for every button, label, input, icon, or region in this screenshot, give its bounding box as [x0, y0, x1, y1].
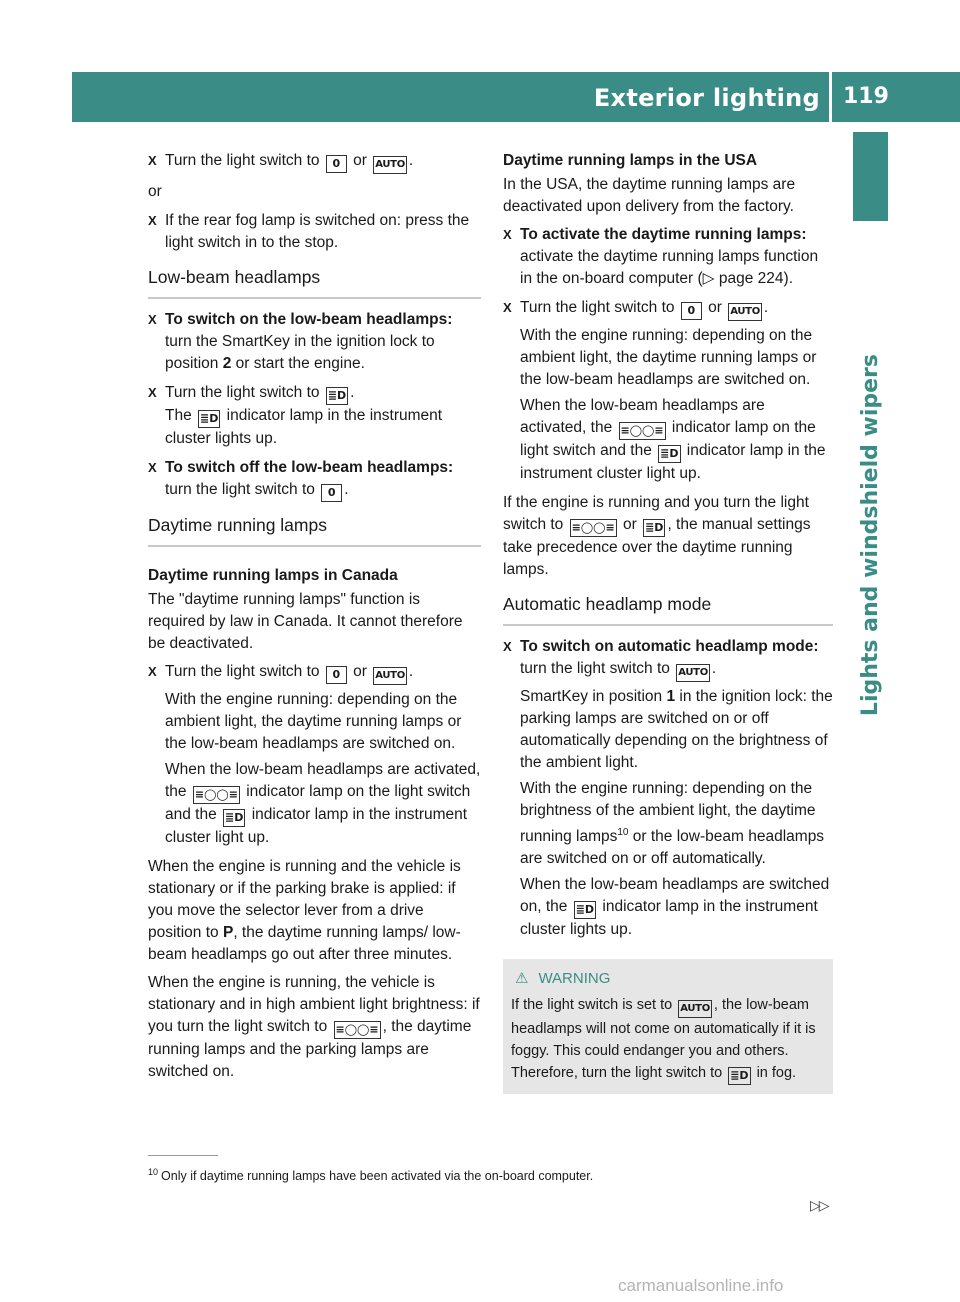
auto-light-icon: AUTO — [678, 1000, 712, 1018]
step-arrow-icon: X — [148, 213, 157, 228]
chapter-tab — [853, 132, 888, 221]
chapter-label — [853, 236, 888, 716]
step-arrow-icon: X — [503, 639, 512, 654]
heading-automatic-headlamp-mode: Automatic headlamp mode — [503, 593, 833, 626]
high-brightness-text: When the engine is running, the vehicle is stationary and in high ambient light brightness: if you turn the light switch to ≡◯◯≡ , the daytime running lamps and the parking lamps are switched on. — [148, 974, 480, 1080]
auto-light-icon: AUTO — [728, 303, 762, 321]
daytime-lamp-icon: ≡◯◯≡ — [193, 786, 240, 804]
low-beam-icon: ≣D — [223, 809, 245, 827]
instruction-step: X If the rear fog lamp is switched on: press the light switch in to the stop. — [148, 212, 470, 251]
instruction-step: X To switch on automatic headlamp mode: turn the light switch to AUTO . SmartKey in position 1 in the ignition lock: the parking lamps are switched on or off automatically depending on the brightness of the ambient light. With the engine running: depending on the brightness of the ambient light, the daytime running lamps$^{10}$ or the low-beam headlamps are switched on or off automatically. When the low-beam headlamps are switched on, the ≣D indicator lamp in the instrument cluster lights up. — [503, 638, 833, 939]
stationary-text: When the engine is running and the vehicle is stationary or if the parking brake is applied: if you move the selector lever from a drive position to P, the daytime running lamps/ low-beam headlamps go out after three minutes. — [148, 858, 461, 963]
footnote-ref: 10 — [617, 827, 629, 838]
warning-title: ⚠ WARNING — [511, 968, 825, 990]
step-arrow-icon: X — [148, 312, 157, 327]
manual-settings-text: If the engine is running and you turn the light switch to ≡◯◯≡ or ≣D , the manual settings take precedence over the daytime running lamps. — [503, 494, 811, 578]
subheading-usa: Daytime running lamps in the USA — [503, 152, 758, 169]
watermark: carmanualsonline.info — [618, 1276, 784, 1295]
footnote: $^{10}$ Only if daytime running lamps have been activated via the on-board computer. — [148, 1167, 594, 1184]
instruction-step: X To activate the daytime running lamps: activate the daytime running lamps function in the on-board computer (▷ page 224). — [503, 226, 819, 287]
low-beam-icon: ≣D — [643, 519, 665, 537]
low-beam-icon: ≣D — [728, 1067, 750, 1085]
canada-text: The "daytime running lamps" function is required by law in Canada. It cannot therefore be deactivated. — [148, 591, 463, 652]
step-arrow-icon: X — [503, 300, 512, 315]
usa-text: In the USA, the daytime running lamps are deactivated upon delivery from the factory. — [503, 176, 796, 215]
step-arrow-icon: X — [148, 153, 157, 168]
instruction-step: X To switch on the low-beam headlamps: turn the SmartKey in the ignition lock to position 2 or start the engine. — [148, 311, 453, 372]
auto-light-icon: AUTO — [676, 664, 710, 682]
light-off-icon: 0 — [326, 155, 347, 173]
header-bar — [72, 72, 960, 122]
light-off-icon: 0 — [681, 302, 702, 320]
step-arrow-icon: X — [148, 664, 157, 679]
warning-box — [503, 959, 833, 1094]
section-title: Exterior lighting — [593, 84, 820, 112]
warning-triangle-icon: ⚠ — [515, 970, 529, 988]
light-off-icon: 0 — [321, 484, 342, 502]
or-text: or — [148, 183, 162, 200]
daytime-lamp-icon: ≡◯◯≡ — [619, 422, 666, 440]
step-arrow-icon: X — [503, 227, 512, 242]
auto-light-icon: AUTO — [373, 667, 407, 685]
instruction-step: X Turn the light switch to 0 or AUTO . — [148, 150, 481, 174]
low-beam-icon: ≣D — [326, 387, 348, 405]
instruction-step: X Turn the light switch to ≣D . The ≣D indicator lamp in the instrument cluster lights up. — [148, 384, 443, 447]
page-number: 119 — [843, 84, 889, 109]
step-arrow-icon: X — [148, 460, 157, 475]
footnote-rule — [148, 1155, 218, 1156]
low-beam-icon: ≣D — [574, 901, 596, 919]
instruction-step: X Turn the light switch to 0 or AUTO . With the engine running: depending on the ambient light, the daytime running lamps or the low-beam headlamps are switched on. When the low-beam headlamps are activated, the ≡◯◯≡ indicator lamp on the light switch and the ≣D indicator lamp in the instrument cluster light up. — [503, 299, 826, 482]
instruction-step: X To switch off the low-beam headlamps: turn the light switch to 0 . — [148, 457, 481, 502]
page-reference[interactable]: ▷ page 224 — [702, 270, 784, 287]
warning-text: If the light switch is set to AUTO , the low-beam headlamps will not come on automatically if it is foggy. This could endanger you and others. Therefore, turn the light switch to ≣D in fog. — [511, 994, 825, 1085]
light-off-icon: 0 — [326, 666, 347, 684]
heading-daytime-running-lamps: Daytime running lamps — [148, 514, 481, 547]
low-beam-icon: ≣D — [658, 445, 680, 463]
step-arrow-icon: X — [148, 385, 157, 400]
daytime-lamp-icon: ≡◯◯≡ — [334, 1021, 381, 1039]
daytime-lamp-icon: ≡◯◯≡ — [570, 519, 617, 537]
low-beam-icon: ≣D — [198, 410, 220, 428]
left-column — [148, 150, 481, 1089]
subheading-canada: Daytime running lamps in Canada — [148, 567, 398, 584]
header-divider — [829, 72, 832, 122]
continue-arrow-icon: ▷▷ — [810, 1197, 828, 1213]
chapter-label-text: Lights and windshield wipers — [858, 353, 883, 716]
auto-light-icon: AUTO — [373, 156, 407, 174]
heading-low-beam: Low-beam headlamps — [148, 266, 481, 299]
instruction-step: X Turn the light switch to 0 or AUTO . With the engine running: depending on the ambient light, the daytime running lamps or the low-beam headlamps are switched on. When the low-beam headlamps are activated, the ≡◯◯≡ indicator lamp on the light switch and the ≣D indicator lamp in the instrument cluster light up. — [148, 663, 481, 846]
right-column — [503, 150, 833, 1094]
